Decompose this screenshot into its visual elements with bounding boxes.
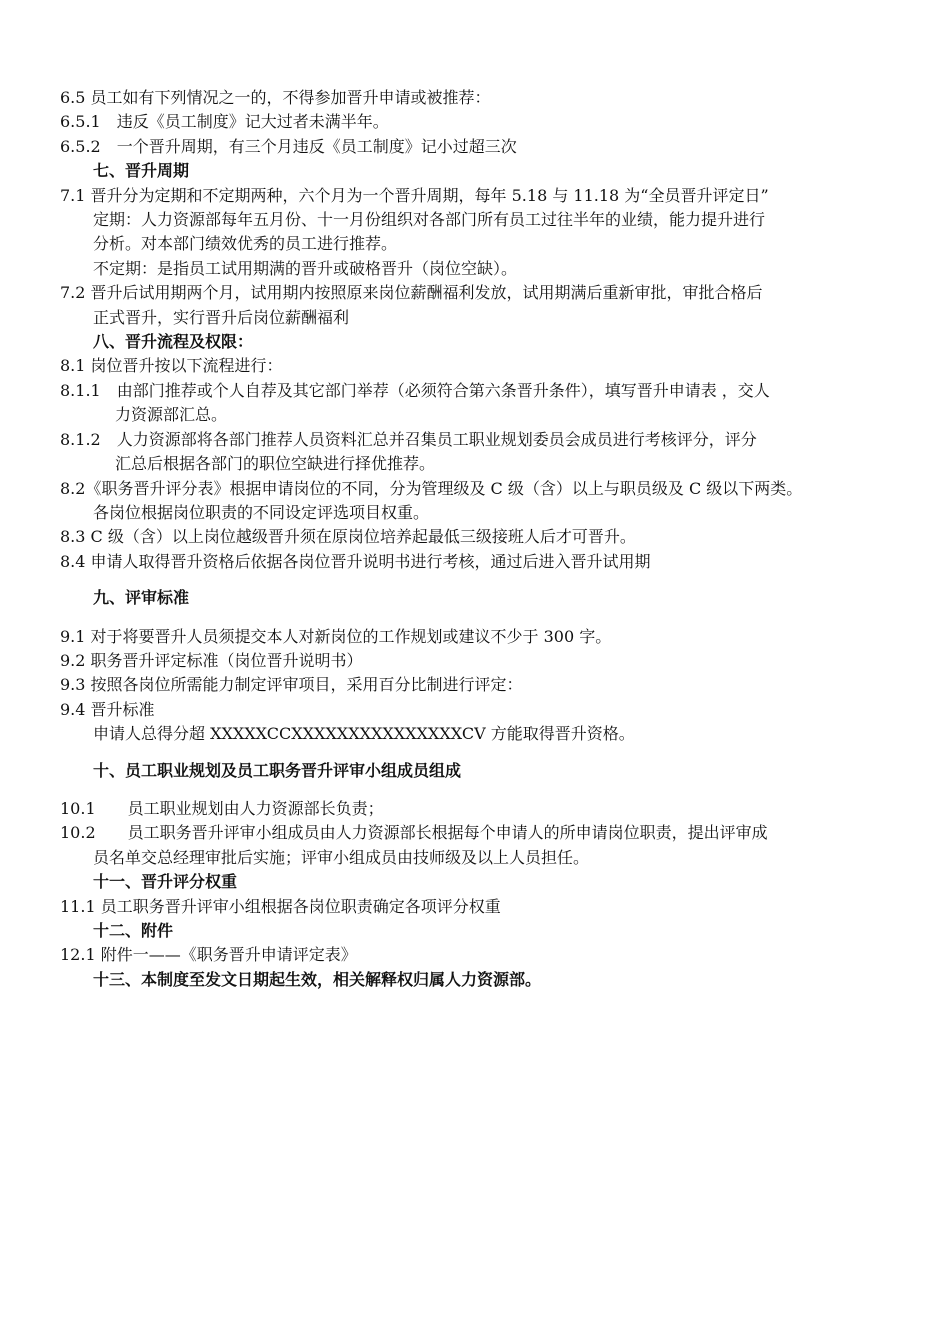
clause-10-2: 10.2 员工职务晋升评审小组成员由人力资源部长根据每个申请人的所申请岗位职责，提出评审成 [60, 823, 768, 843]
clause-9-4-standard: 申请人总得分超 XXXXXCCXXXXXXXXXXXXXXXCV 方能取得晋升资格。 [93, 724, 635, 744]
clause-7-1-irregular: 不定期：是指员工试用期满的晋升或破格晋升（岗位空缺）。 [93, 258, 518, 278]
clause-9-3: 9.3 按照各岗位所需能力制定评审项目，采用百分比制进行评定： [60, 675, 523, 695]
clause-8-2: 8.2《职务晋升评分表》根据申请岗位的不同，分为管理级及 C 级（含）以上与职员级及 C 级以下两类。 [60, 478, 803, 498]
clause-9-4: 9.4 晋升标准 [60, 699, 155, 719]
section-heading-10: 十、员工职业规划及员工职务晋升评审小组成员组成 [93, 760, 462, 780]
section-heading-11: 十一、晋升评分权重 [93, 872, 238, 892]
clause-8-2-cont: 各岗位根据岗位职责的不同设定评选项目权重。 [93, 502, 430, 522]
clause-6-5-1: 6.5.1 违反《员工制度》记大过者未满半年。 [60, 112, 389, 132]
clause-7-2-cont: 正式晋升，实行晋升后岗位薪酬福利 [93, 307, 350, 327]
clause-12-1: 12.1 附件一——《职务晋升申请评定表》 [60, 945, 357, 965]
section-heading-12: 十二、附件 [93, 921, 174, 940]
clause-9-2: 9.2 职务晋升评定标准（岗位晋升说明书） [60, 650, 363, 670]
clause-7-1-regular-cont: 分析。对本部门绩效优秀的员工进行推荐。 [93, 234, 398, 254]
clause-7-1: 7.1 晋升分为定期和不定期两种，六个月为一个晋升周期，每年 5.18 与 11.18 为“全员晋升评定日” [60, 185, 769, 205]
clause-11-1: 11.1 员工职务晋升评审小组根据各岗位职责确定各项评分权重 [60, 896, 501, 916]
clause-8-1-2-cont: 汇总后根据各部门的职位空缺进行择优推荐。 [115, 454, 436, 474]
clause-6-5-2: 6.5.2 一个晋升周期，有三个月违反《员工制度》记小过超三次 [60, 136, 517, 156]
document-body [60, 86, 900, 992]
section-heading-13: 十三、本制度至发文日期起生效，相关解释权归属人力资源部。 [93, 969, 542, 989]
clause-10-1: 10.1 员工职业规划由人力资源部长负责； [60, 798, 384, 818]
clause-7-1-regular: 定期：人力资源部每年五月份、十一月份组织对各部门所有员工过往半年的业绩，能力提升进行 [93, 210, 766, 230]
section-heading-7: 七、晋升周期 [93, 161, 190, 181]
clause-10-2-cont: 员名单交总经理审批后实施；评审小组成员由技师级及以上人员担任。 [93, 847, 590, 867]
clause-8-3: 8.3 C 级（含）以上岗位越级晋升须在原岗位培养起最低三级接班人后才可晋升。 [60, 527, 636, 547]
clause-8-4: 8.4 申请人取得晋升资格后依据各岗位晋升说明书进行考核，通过后进入晋升试用期 [60, 551, 651, 571]
clause-6-5: 6.5 员工如有下列情况之一的，不得参加晋升申请或被推荐： [60, 88, 491, 107]
clause-9-1: 9.1 对于将要晋升人员须提交本人对新岗位的工作规划或建议不少于 300 字。 [60, 626, 612, 646]
section-heading-9: 九、评审标准 [93, 588, 190, 608]
clause-8-1: 8.1 岗位晋升按以下流程进行： [60, 356, 283, 376]
clause-8-1-1-cont: 力资源部汇总。 [115, 405, 228, 425]
clause-8-1-2: 8.1.2 人力资源部将各部门推荐人员资料汇总并召集员工职业规划委员会成员进行考核评分，评分 [60, 429, 757, 449]
section-heading-8: 八、晋升流程及权限： [93, 332, 254, 352]
clause-8-1-1: 8.1.1 由部门推荐或个人自荐及其它部门举荐（必须符合第六条晋升条件），填写晋升申请表 ，交人 [60, 380, 770, 400]
clause-7-2: 7.2 晋升后试用期两个月，试用期内按照原来岗位薪酬福利发放，试用期满后重新审批，审批合格后 [60, 283, 763, 303]
